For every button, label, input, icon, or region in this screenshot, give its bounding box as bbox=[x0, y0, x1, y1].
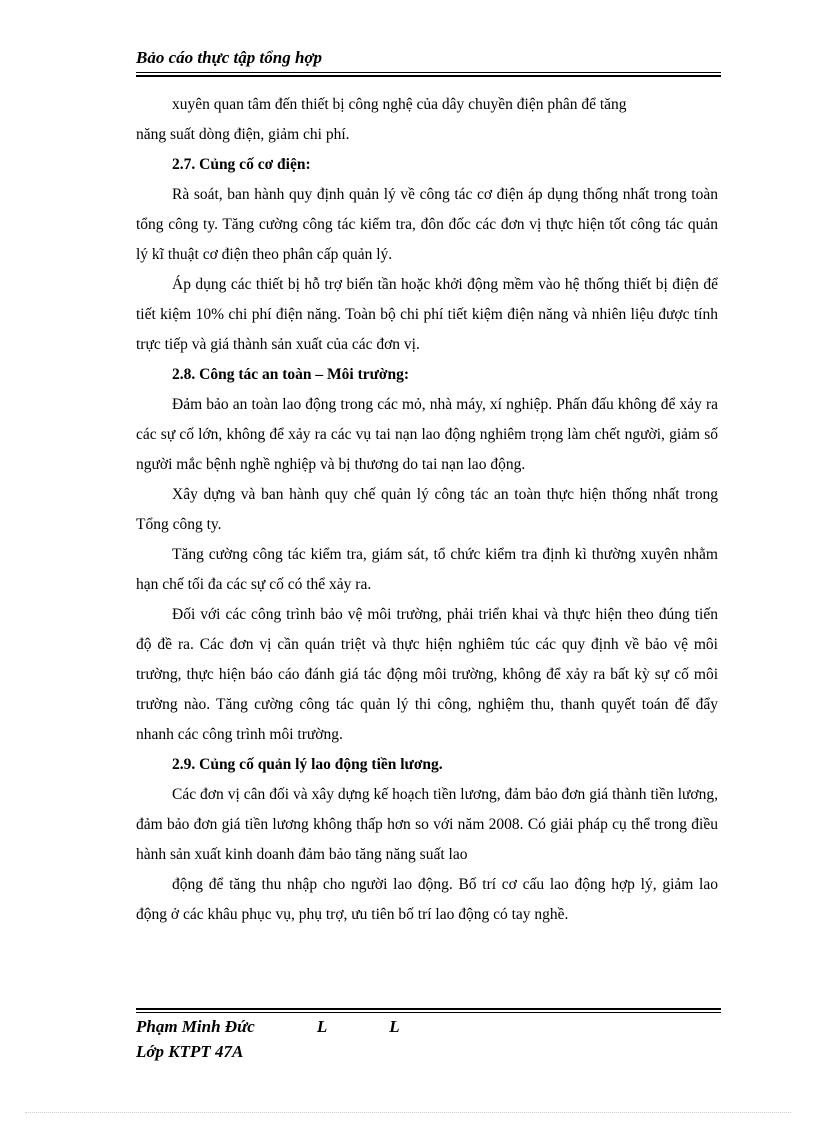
paragraph-wage-planning: Các đơn vị cân đối và xây dựng kế hoạch tiền lương, đảm bảo đơn giá thành tiền lương, đảm bảo đơn giá tiền lương không thấp hơn so với năm 2008. Có giải pháp cụ thể trong điều hành sản xuất kinh doanh đảm bảo tăng năng suất lao bbox=[136, 786, 718, 863]
document-body bbox=[136, 90, 718, 930]
header-rule-thick bbox=[136, 75, 721, 77]
paragraph-safety-regulation: Xây dựng và ban hành quy chế quản lý công tác an toàn thực hiện thống nhất trong Tổng công ty. bbox=[136, 486, 718, 533]
paragraph-inspection: Tăng cường công tác kiểm tra, giám sát, tổ chức kiểm tra định kì thường xuyên nhằm hạn chế tối đa các sự cố có thể xảy ra. bbox=[136, 546, 718, 593]
report-header-title: Bảo cáo thực tập tổng hợp bbox=[136, 48, 323, 67]
footer-mark: L bbox=[316, 1017, 328, 1036]
section-heading-2-9: 2.9. Củng cố quản lý lao động tiền lương. bbox=[172, 756, 443, 773]
footer-rule bbox=[136, 1012, 721, 1013]
footer-rule-thick bbox=[136, 1008, 721, 1010]
section-heading-2-8: 2.8. Công tác an toàn – Môi trường: bbox=[172, 366, 410, 383]
paragraph-continued-line: xuyên quan tâm đến thiết bị công nghệ của dây chuyền điện phân để tăng bbox=[172, 96, 627, 113]
footer-author: Phạm Minh Đức bbox=[136, 1017, 255, 1036]
paragraph-labor-structure: động để tăng thu nhập cho người lao động. Bố trí cơ cấu lao động hợp lý, giảm lao động ở các khâu phục vụ, phụ trợ, ưu tiên bố trí lao động có tay nghề. bbox=[136, 876, 718, 923]
header-rule bbox=[136, 72, 721, 73]
paragraph-energy-saving: Áp dụng các thiết bị hỗ trợ biến tần hoặc khởi động mềm vào hệ thống thiết bị điện để tiết kiệm 10% chi phí điện năng. Toàn bộ chi phí tiết kiệm điện năng và nhiên liệu được tính trực tiếp và giá thành sản xuất của các đơn vị. bbox=[136, 276, 718, 353]
paragraph-environment: Đối với các công trình bảo vệ môi trường, phải triển khai và thực hiện theo đúng tiến độ đề ra. Các đơn vị cần quán triệt và thực hiện nghiêm túc các quy định về bảo vệ môi trường, thực hiện báo cáo đánh giá tác động môi trường, không để xảy ra bất kỳ sự cố môi trường nào. Tăng cường công tác quản lý thi công, nghiệm thu, thanh quyết toán để đẩy nhanh các công trình môi trường. bbox=[136, 606, 718, 743]
footer-author-line bbox=[136, 1014, 400, 1039]
footer-mark: L bbox=[389, 1017, 400, 1036]
paragraph-continued-end: năng suất dòng điện, giảm chi phí. bbox=[136, 126, 350, 143]
footer-class: Lớp KTPT 47A bbox=[136, 1042, 244, 1061]
paragraph-electromechanical-regulation: Rà soát, ban hành quy định quản lý về công tác cơ điện áp dụng thống nhất trong toàn tổng công ty. Tăng cường công tác kiểm tra, đôn đốc các đơn vị thực hiện tốt công tác quản lý kĩ thuật cơ điện theo phân cấp quản lý. bbox=[136, 186, 718, 263]
page-bottom-border bbox=[25, 1112, 791, 1113]
section-heading-2-7: 2.7. Củng cố cơ điện: bbox=[172, 156, 311, 173]
footer bbox=[136, 1014, 400, 1064]
paragraph-labor-safety: Đảm bảo an toàn lao động trong các mỏ, nhà máy, xí nghiệp. Phấn đấu không để xảy ra các sự cố lớn, không để xảy ra các vụ tai nạn lao động nghiêm trọng làm chết người, giảm số người mắc bệnh nghề nghiệp và bị thương do tai nạn lao động. bbox=[136, 396, 718, 473]
